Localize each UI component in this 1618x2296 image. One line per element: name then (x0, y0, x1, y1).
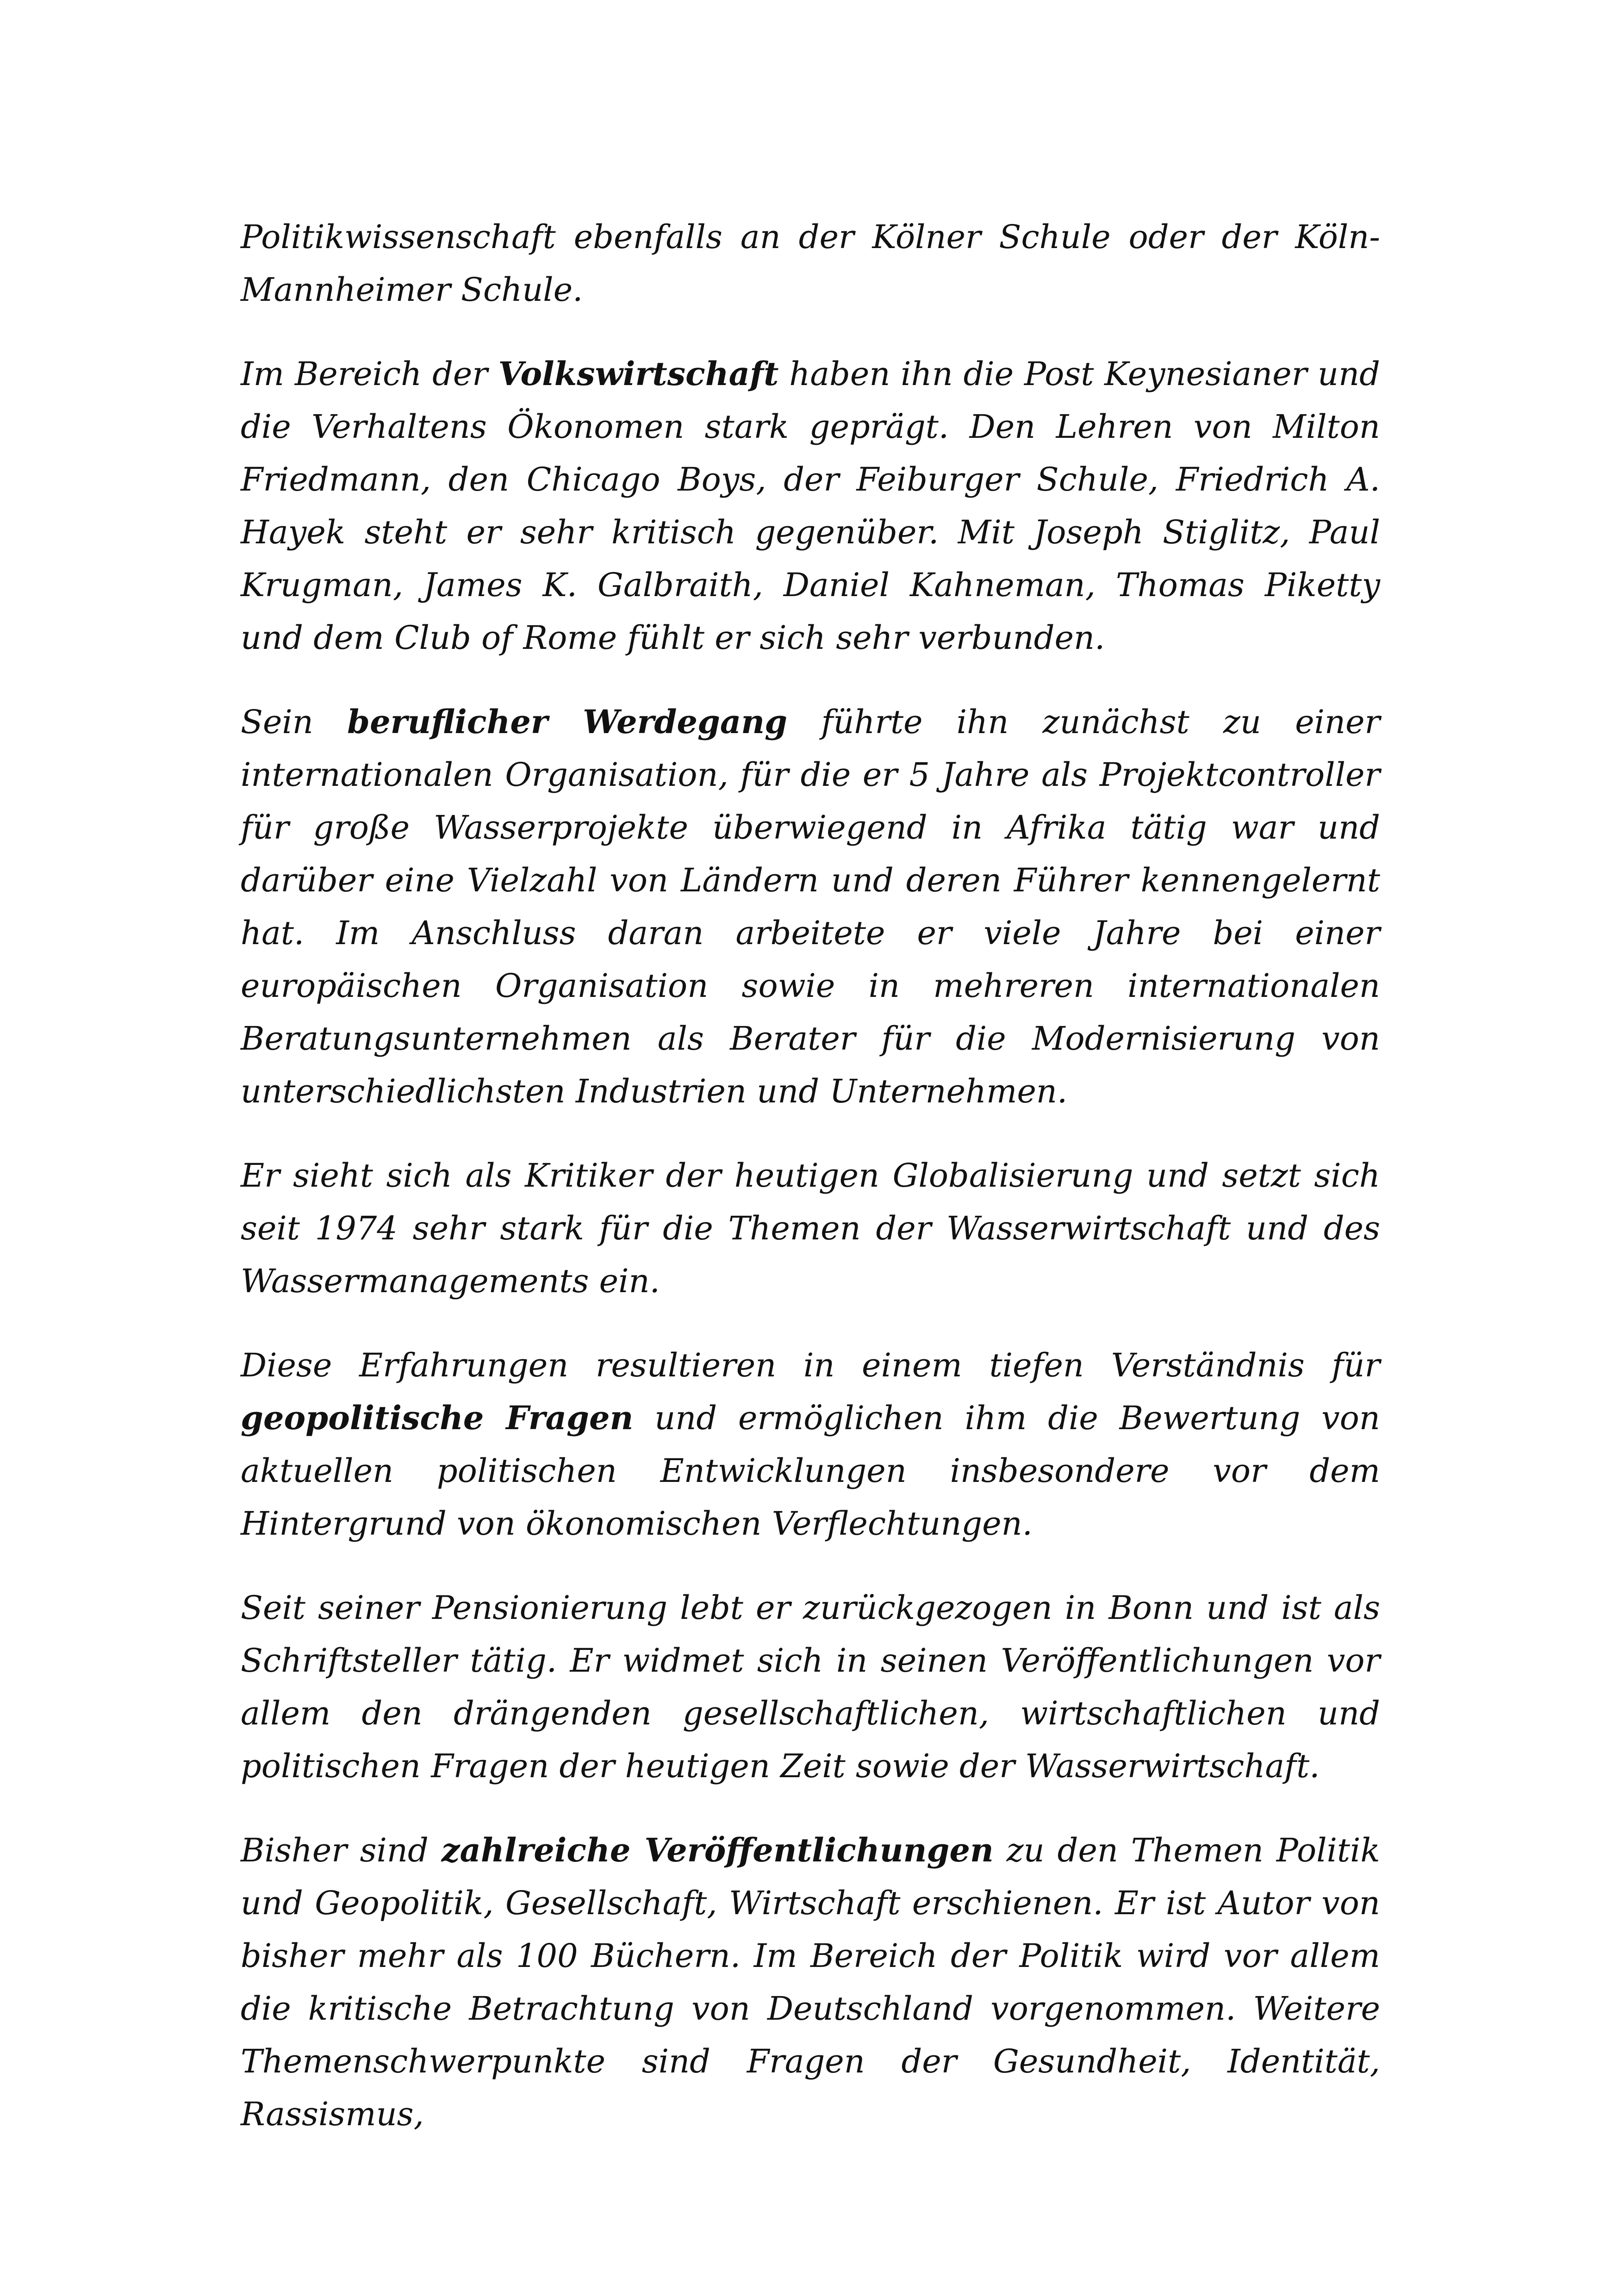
text-run: führte ihn zunächst zu einer internationalen Organisation, für die er 5 Jahre als Projektcontroller für große Wasserprojekte überwiegend in Afrika tätig war und darüber eine Vielzahl von Ländern und deren Führer kennengelernt hat. Im Anschluss daran arbeitete er viele Jahre bei einer europäischen Organisation sowie in mehreren internationalen Beratungsunternehmen als Berater für die Modernisierung von unterschiedlichsten Industrien und Unternehmen. (241, 703, 1380, 1110)
paragraph-political-science (241, 211, 1380, 316)
bold-term: Volkswirtschaft (498, 355, 779, 393)
text-run: Bisher sind (241, 1831, 442, 1869)
text-run: Diese Erfahrungen resultieren in einem tiefen Verständnis für (241, 1346, 1380, 1384)
text-run: Er sieht sich als Kritiker der heutigen Globalisierung und setzt sich seit 1974 sehr stark für die Themen der Wasserwirtschaft und des Wassermanagements ein. (241, 1157, 1380, 1300)
text-run: Politikwissenschaft ebenfalls an der Kölner Schule oder der Köln-Mannheimer Schule. (241, 218, 1380, 309)
paragraph-retirement (241, 1581, 1380, 1792)
text-run: haben ihn die Post Keynesianer und die Verhaltens Ökonomen stark geprägt. Den Lehren von Milton Friedmann, den Chicago Boys, der Feiburger Schule, Friedrich A. Hayek steht er sehr kritisch gegenüber. Mit Joseph Stiglitz, Paul Krugman, James K. Galbraith, Daniel Kahneman, Thomas Piketty und dem Club of Rome fühlt er sich sehr verbunden. (241, 355, 1380, 657)
bold-term: zahlreiche Veröffentlichungen (441, 1831, 994, 1869)
text-run: zu den Themen Politik und Geopolitik, Gesellschaft, Wirtschaft erschienen. Er ist Autor von bisher mehr als 100 Büchern. Im Bereich der Politik wird vor allem die kritische Betrachtung von Deutschland vorgenommen. Weitere Themenschwerpunkte sind Fragen der Gesundheit, Identität, Rassismus, (241, 1831, 1380, 2133)
text-run: Seit seiner Pensionierung lebt er zurückgezogen in Bonn und ist als Schriftsteller tätig. Er widmet sich in seinen Veröffentlichungen vor allem den drängenden gesellschaftlichen, wirtschaftlichen und politischen Fragen der heutigen Zeit sowie der Wasserwirtschaft. (241, 1589, 1380, 1785)
paragraph-economics (241, 348, 1380, 664)
paragraph-globalization (241, 1149, 1380, 1307)
paragraph-career (241, 696, 1380, 1118)
text-run: Sein (241, 703, 348, 741)
bold-term: beruflicher Werdegang (347, 703, 788, 741)
paragraph-publications (241, 1824, 1380, 2140)
bold-term: geopolitische Fragen (241, 1399, 634, 1437)
text-run: Im Bereich der (241, 355, 498, 393)
body-text (241, 211, 1380, 2172)
text-run: und ermöglichen ihm die Bewertung von aktuellen politischen Entwicklungen insbesondere vor dem Hintergrund von ökonomischen Verflechtungen. (241, 1399, 1381, 1543)
paragraph-geopolitics (241, 1339, 1380, 1550)
